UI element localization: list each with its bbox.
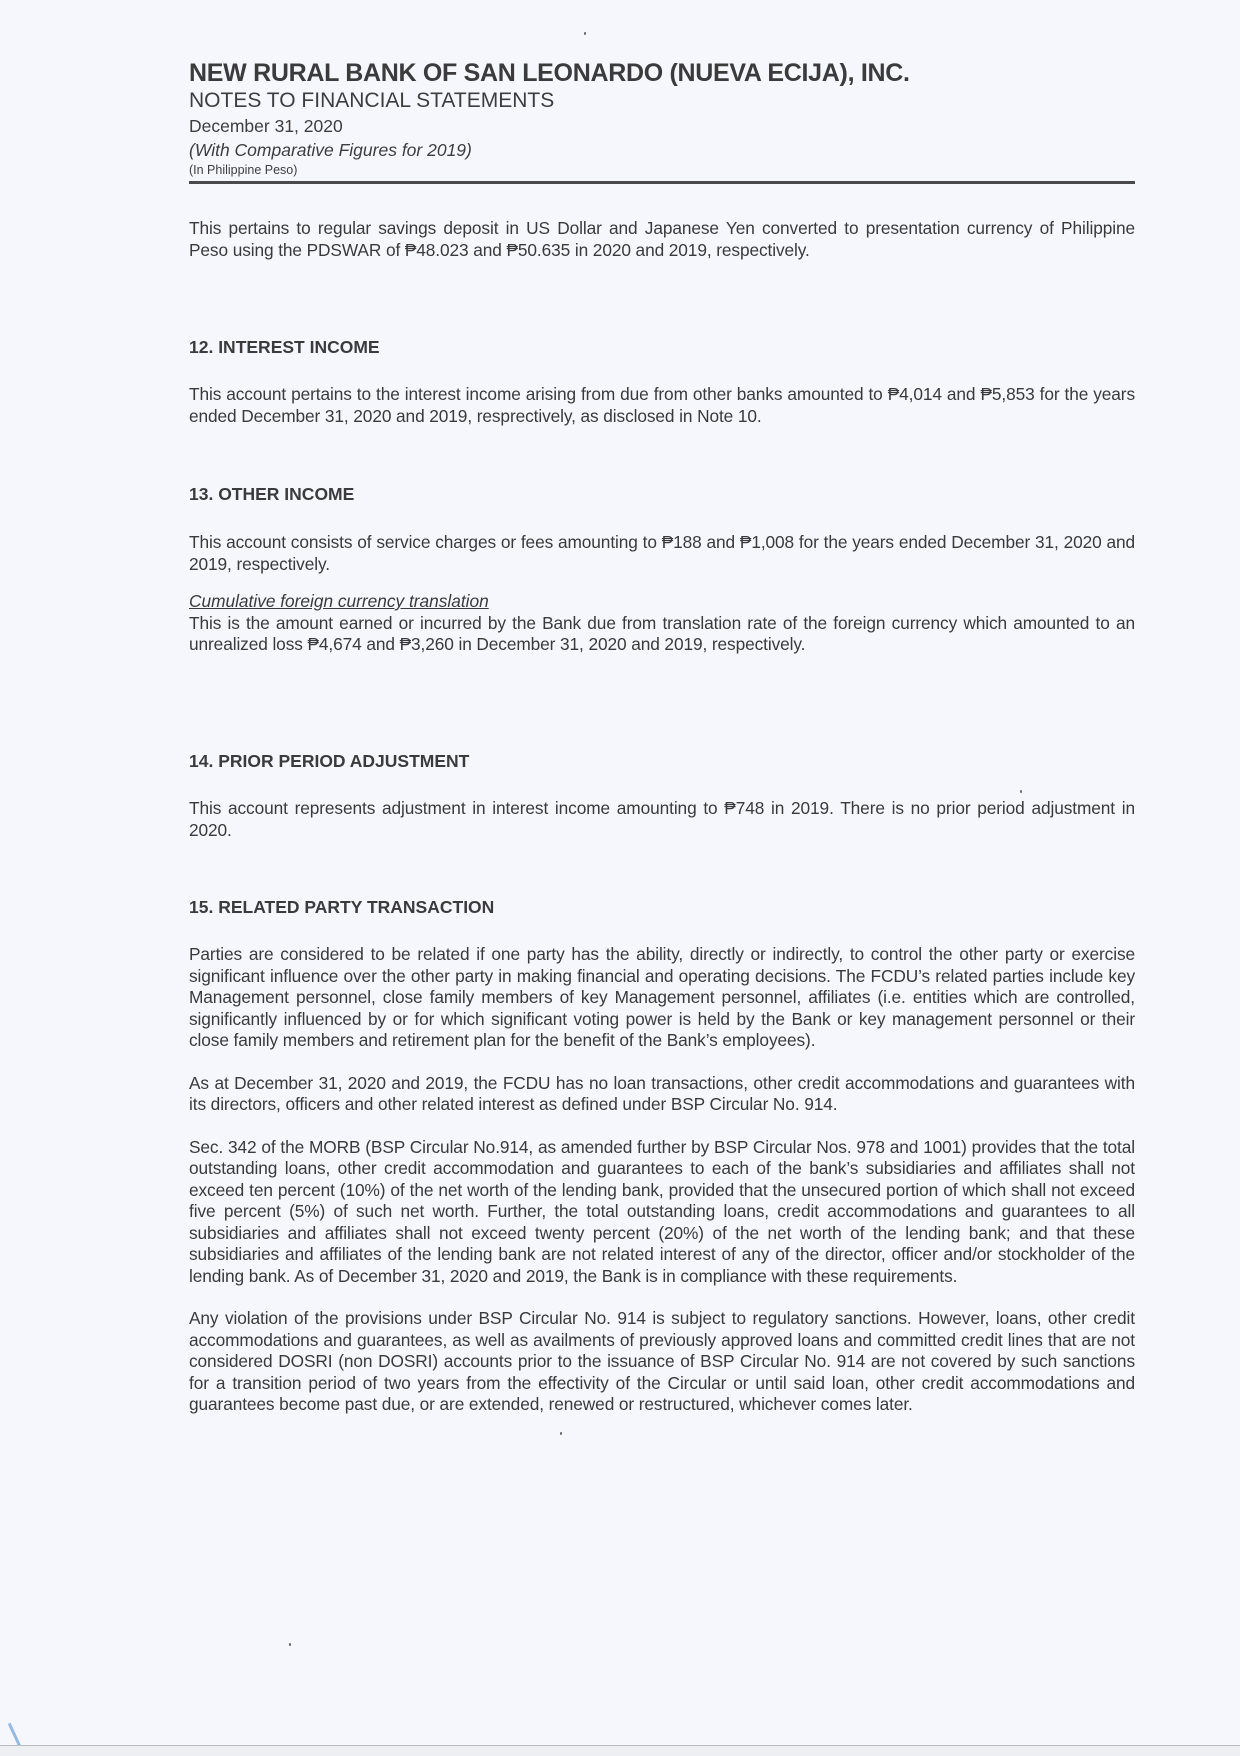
- company-name: NEW RURAL BANK OF SAN LEONARDO (NUEVA ECIJA), INC.: [189, 59, 910, 87]
- intro-block: [189, 218, 1135, 261]
- scan-speck: [584, 32, 586, 35]
- scan-speck: [289, 1643, 291, 1646]
- section-paragraph: Any violation of the provisions under BSP Circular No. 914 is subject to regulatory sanctions. However, loans, other credit accommodations and guarantees, as well as availments of previously approved loans and committed credit lines that are not considered DOSRI (non DOSRI) accounts prior to the issuance of BSP Circular No. 914 are not covered by such sanctions for a transition period of two years from the effectivity of the Circular or until said loan, other credit accommodations and guarantees become past due, or are extended, renewed or restructured, whichever comes later.: [189, 1308, 1135, 1414]
- section-prior-period-adjustment: [189, 750, 1135, 841]
- scan-edge: [0, 1745, 1240, 1756]
- section-title: 14. PRIOR PERIOD ADJUSTMENT: [189, 751, 470, 771]
- document-header: [189, 58, 1135, 184]
- statement-date: December 31, 2020: [189, 116, 343, 136]
- page-content: [189, 58, 1135, 1414]
- section-other-income: [189, 483, 1135, 656]
- section-related-party-transaction: [189, 896, 1135, 1416]
- section-paragraph: Sec. 342 of the MORB (BSP Circular No.914, as amended further by BSP Circular Nos. 978 and 1001) provides that the total outstanding loans, other credit accommodation and guarantees to each of the bank’s subsidiaries and affiliates shall not exceed ten percent (10%) of the net worth of the lending bank, provided that the unsecured portion of which shall not exceed five percent (5%) of such net worth. Further, the total outstanding loans, credit accommodations and guarantees to all subsidiaries and affiliates shall not exceed twenty percent (20%) of the net worth of the lending bank; and that these subsidiaries and affiliates of the lending bank are not related interest of any of the director, officer and/or stockholder of the lending bank. As of December 31, 2020 and 2019, the Bank is in compliance with these requirements.: [189, 1136, 1135, 1286]
- section-title: 15. RELATED PARTY TRANSACTION: [189, 897, 495, 917]
- header-rule: [189, 181, 1135, 184]
- document-title: NOTES TO FINANCIAL STATEMENTS: [189, 89, 555, 112]
- scan-speck: [1020, 790, 1022, 793]
- section-paragraph: This account consists of service charges or fees amounting to ₱188 and ₱1,008 for the years ended December 31, 2020 and 2019, respectively.: [189, 532, 1135, 574]
- scan-speck: [560, 1432, 562, 1435]
- comparative-note: (With Comparative Figures for 2019): [189, 140, 472, 160]
- section-title: 12. INTEREST INCOME: [189, 337, 380, 357]
- subsection-title: Cumulative foreign currency translation: [189, 591, 489, 611]
- section-interest-income: [189, 336, 1135, 427]
- section-paragraph: As at December 31, 2020 and 2019, the FCDU has no loan transactions, other credit accommodations and guarantees with its directors, officers and other related interest as defined under BSP Circular No. 914.: [189, 1072, 1135, 1114]
- currency-note: (In Philippine Peso): [189, 163, 298, 177]
- section-paragraph: This account represents adjustment in interest income amounting to ₱748 in 2019. There is no prior period adjustment in 2020.: [189, 798, 1135, 840]
- section-paragraph: Parties are considered to be related if one party has the ability, directly or indirectly, to control the other party or exercise significant influence over the other party in making financial and operating decisions. The FCDU’s related parties include key Management personnel, close family members of key Management personnel, affiliates (i.e. entities which are controlled, significantly influenced by or for which significant voting power is held by the Bank or key management personnel or their close family members and retirement plan for the benefit of the Bank’s employees).: [189, 944, 1135, 1050]
- subsection-paragraph: This is the amount earned or incurred by the Bank due from translation rate of the foreign currency which amounted to an unrealized loss ₱4,674 and ₱3,260 in December 31, 2020 and 2019, respectively.: [189, 612, 1135, 654]
- section-title: 13. OTHER INCOME: [189, 484, 355, 504]
- section-paragraph: This account pertains to the interest income arising from due from other banks amounted to ₱4,014 and ₱5,853 for the years ended December 31, 2020 and 2019, resprectively, as disclosed in Note 10.: [189, 384, 1135, 426]
- intro-paragraph: This pertains to regular savings deposit in US Dollar and Japanese Yen converted to presentation currency of Philippine Peso using the PDSWAR of ₱48.023 and ₱50.635 in 2020 and 2019, respectively.: [189, 218, 1135, 260]
